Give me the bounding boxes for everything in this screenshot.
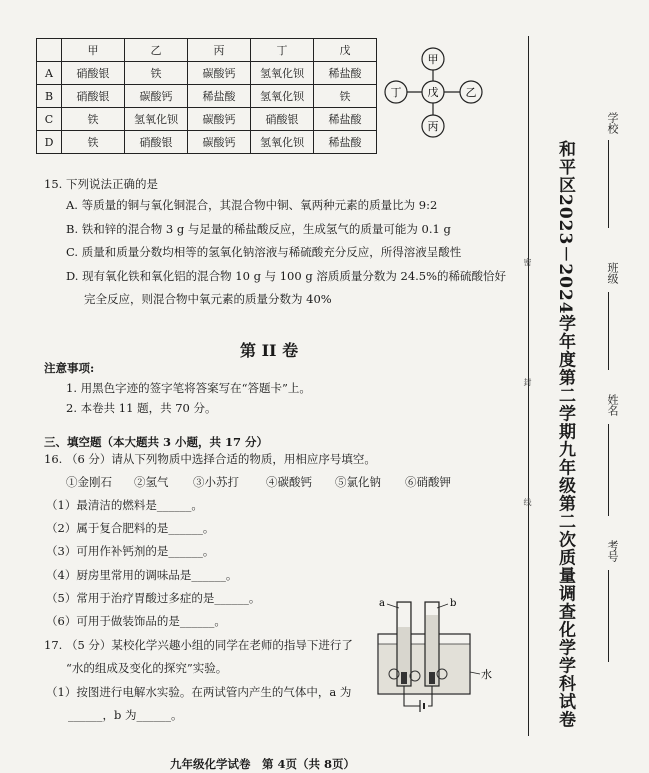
table-cell: 氢氧化钡 — [251, 62, 314, 85]
table-header-cell: 丁 — [251, 39, 314, 62]
q17-line: ______，b 为______。 — [68, 708, 183, 722]
exam-title: 和平区2023－2024学年度第二学期九年级第二次质量调查化学学科试卷 — [555, 140, 575, 729]
table-cell: 碳酸钙 — [188, 108, 251, 131]
substance-2: ②氢气 — [134, 475, 169, 489]
q16-stem: 16. （6 分）请从下列物质中选择合适的物质，用相应序号填空。 — [44, 452, 376, 466]
section-title: 第 II 卷 — [240, 341, 299, 360]
table-cell: 铁 — [314, 85, 377, 108]
binding-line — [528, 36, 529, 736]
table-header-cell: 丙 — [188, 39, 251, 62]
table-row — [37, 131, 377, 154]
table-cell: 硝酸银 — [62, 62, 125, 85]
q16-item: （2）属于复合肥料的是______。 — [46, 521, 215, 535]
cut-mark-seal: 封 — [523, 378, 532, 386]
table-cell: 氢氧化钡 — [251, 131, 314, 154]
table-cell: 稀盐酸 — [188, 85, 251, 108]
table-cell: 铁 — [62, 131, 125, 154]
field-line — [608, 292, 609, 370]
q16-item: （6）可用于做装饰品的是______。 — [46, 614, 226, 628]
field-line — [608, 424, 609, 516]
table-cell: 碳酸钙 — [188, 62, 251, 85]
table-cell: 稀盐酸 — [314, 131, 377, 154]
table-cell: 碳酸钙 — [188, 131, 251, 154]
q17-line: “水的组成及变化的探究”实验。 — [66, 661, 228, 675]
table-cell: 氢氧化钡 — [125, 108, 188, 131]
table-header-cell — [37, 39, 62, 62]
table-cell: B — [37, 85, 62, 108]
electrolysis-apparatus — [368, 594, 498, 720]
q15-option-c: C. 质量和质量分数均相等的氢氧化钠溶液与稀硫酸充分反应，所得溶液呈酸性 — [66, 245, 462, 259]
node-left: 丁 — [390, 86, 402, 99]
node-center: 戊 — [427, 86, 439, 99]
substance-1: ①金刚石 — [66, 475, 112, 489]
q15-option-b: B. 铁和锌的混合物 3 g 与足量的稀盐酸反应，生成氢气的质量可能为 0.1 g — [66, 222, 451, 236]
q15-stem: 15. 下列说法正确的是 — [44, 177, 158, 191]
node-top: 甲 — [427, 53, 439, 66]
table-cell: 碳酸钙 — [125, 85, 188, 108]
q16-item: （1）最清洁的燃料是______。 — [46, 498, 203, 512]
table-cell: D — [37, 131, 62, 154]
table-header-cell: 乙 — [125, 39, 188, 62]
q17-line: 17. （5 分）某校化学兴趣小组的同学在老师的指导下进行了 — [44, 638, 353, 652]
table-row — [37, 85, 377, 108]
q16-item: （5）常用于治疗胃酸过多症的是______。 — [46, 591, 261, 605]
label-a: a — [379, 598, 385, 609]
table-row — [37, 108, 377, 131]
field-label-name: 姓名 — [606, 394, 619, 416]
table-cell: 铁 — [125, 62, 188, 85]
field-line — [608, 570, 609, 662]
notice-item: 1. 用黑色字迹的签字笔将答案写在“答题卡”上。 — [66, 381, 311, 395]
label-b: b — [450, 598, 457, 609]
field-label-class: 班级 — [606, 262, 619, 284]
table-cell: 硝酸银 — [125, 131, 188, 154]
table-header-cell: 甲 — [62, 39, 125, 62]
q15-option-d-cont: 完全反应，则混合物中氧元素的质量分数为 40% — [84, 292, 332, 306]
cut-mark-seal: 线 — [523, 498, 532, 506]
node-right: 乙 — [465, 86, 477, 99]
substance-4: ④碳酸钙 — [266, 475, 312, 489]
q15-option-a: A. 等质量的铜与氧化铜混合，其混合物中铜、氧两种元素的质量比为 9:2 — [66, 198, 438, 212]
table-cell: 硝酸银 — [62, 85, 125, 108]
part-heading: 三、填空题（本大题共 3 小题，共 17 分） — [44, 435, 269, 449]
table-row — [37, 62, 377, 85]
field-label-id: 考号 — [606, 540, 619, 562]
cut-mark-seal: 密 — [523, 258, 532, 266]
field-label-school: 学校 — [606, 112, 619, 134]
substance-3: ③小苏打 — [193, 475, 239, 489]
q17-line: （1）按图进行电解水实验。在两试管内产生的气体中，a 为 — [46, 685, 352, 699]
label-water: 水 — [481, 668, 492, 681]
table-cell: C — [37, 108, 62, 131]
table-header-cell: 戊 — [314, 39, 377, 62]
substance-5: ⑤氯化钠 — [335, 475, 381, 489]
notice-item: 2. 本卷共 11 题，共 70 分。 — [66, 401, 217, 415]
q16-item: （3）可用作补钙剂的是______。 — [46, 544, 215, 558]
table-cell: A — [37, 62, 62, 85]
answer-table — [36, 38, 377, 154]
table-header-row — [37, 39, 377, 62]
q16-item: （4）厨房里常用的调味品是______。 — [46, 568, 238, 582]
substance-6: ⑥硝酸钾 — [405, 475, 451, 489]
node-bottom: 丙 — [427, 120, 439, 133]
table-cell: 稀盐酸 — [314, 108, 377, 131]
table-cell: 稀盐酸 — [314, 62, 377, 85]
page-footer: 九年级化学试卷 第 4页（共 8页） — [170, 757, 356, 771]
notice-heading: 注意事项: — [44, 361, 95, 375]
table-cell: 硝酸银 — [251, 108, 314, 131]
reaction-cross-diagram — [380, 42, 490, 142]
q15-option-d: D. 现有氧化铁和氧化铝的混合物 10 g 与 100 g 溶质质量分数为 24.5%的稀硫酸恰好 — [66, 269, 507, 283]
field-line — [608, 140, 609, 228]
table-cell: 氢氧化钡 — [251, 85, 314, 108]
table-cell: 铁 — [62, 108, 125, 131]
